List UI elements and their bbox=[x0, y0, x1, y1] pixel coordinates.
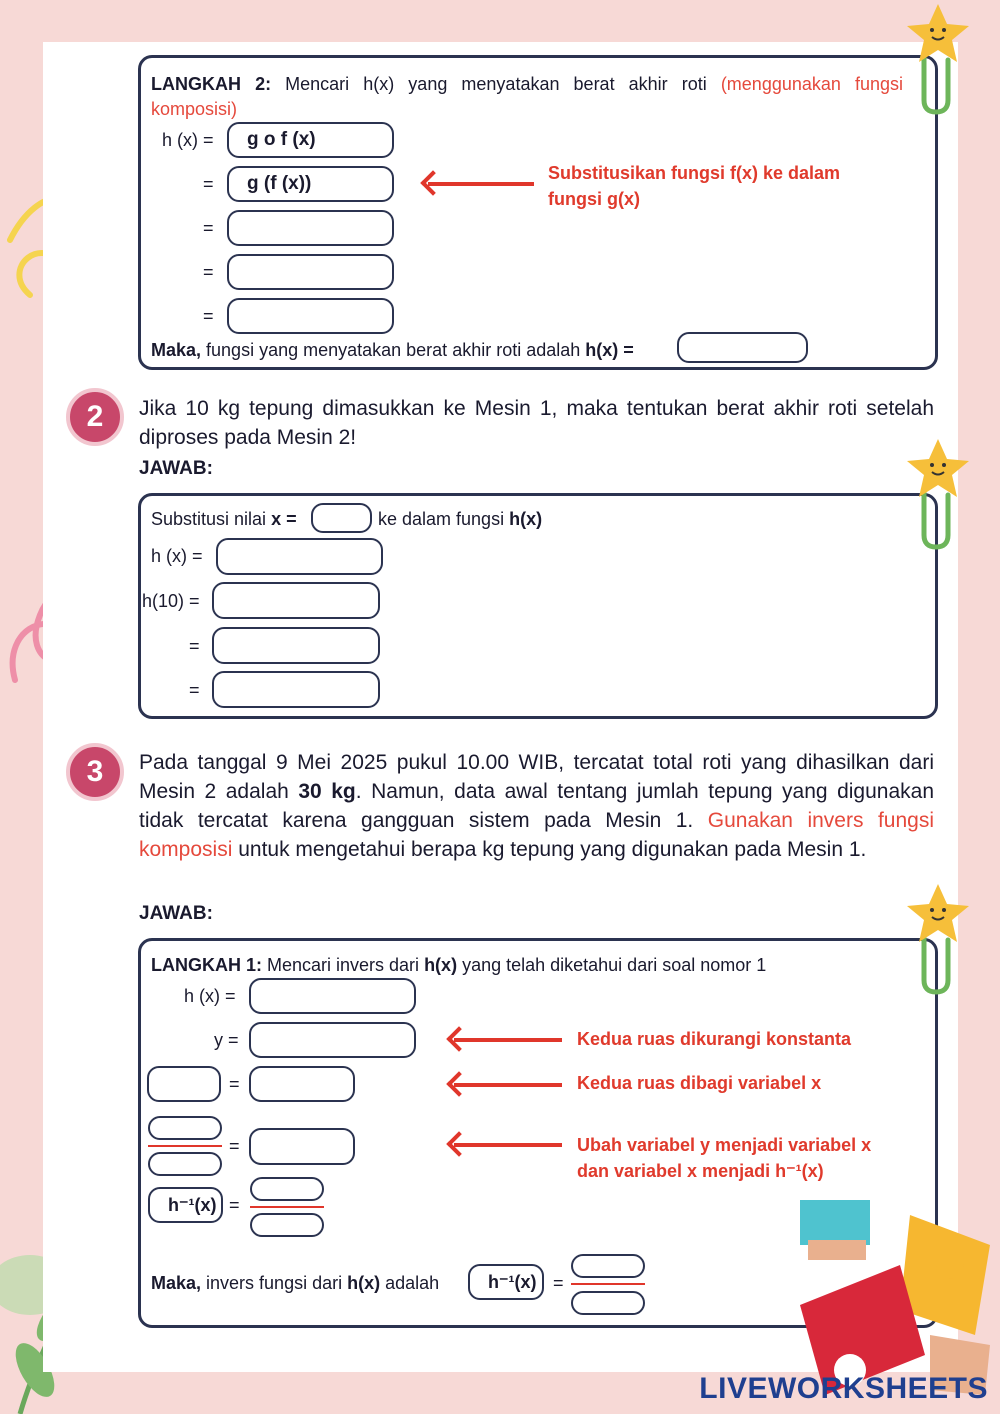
q2-eq-4: = bbox=[189, 680, 200, 700]
arrow-left-icon bbox=[454, 1038, 562, 1042]
question-2-text: Jika 10 kg tepung dimasukkan ke Mesin 1, maka tentukan berat akhir roti setelah diproses pada Mesin 2! bbox=[139, 397, 934, 449]
q2-h10-label: h(10) = bbox=[142, 591, 200, 611]
arrow-left-icon bbox=[454, 1083, 562, 1087]
liveworksheets-logo: LIVEWORKSHEETS bbox=[699, 1372, 988, 1405]
question-2-badge: 2 bbox=[66, 388, 124, 446]
step1-answer-num[interactable] bbox=[571, 1254, 645, 1278]
step1-input-2[interactable] bbox=[249, 1022, 416, 1058]
step1-input-1[interactable] bbox=[249, 978, 416, 1014]
step1-hint-2: Kedua ruas dibagi variabel x bbox=[577, 1073, 822, 1093]
step2-eq-4: = bbox=[203, 262, 214, 282]
step1-input-3b[interactable] bbox=[249, 1066, 355, 1102]
step1-conclusion-after: adalah bbox=[380, 1273, 440, 1293]
question-3-badge: 3 bbox=[66, 743, 124, 801]
step1-eq-4: = bbox=[229, 1136, 240, 1156]
step1-conclusion-eq: = bbox=[553, 1273, 564, 1293]
step1-title-hx: h(x) bbox=[424, 955, 458, 975]
step1-fraction-line-2 bbox=[250, 1206, 324, 1208]
step2-conclusion-bold: Maka, bbox=[151, 340, 202, 360]
q2-subst-text: Substitusi nilai bbox=[151, 509, 272, 529]
arrow-left-icon bbox=[454, 1143, 562, 1147]
q2-input-3[interactable] bbox=[212, 627, 380, 664]
step1-conclusion-bold: Maka, bbox=[151, 1273, 202, 1293]
step2-input-5[interactable] bbox=[227, 298, 394, 334]
step1-title-bold: LANGKAH 1: bbox=[151, 955, 262, 975]
step2-title-red: (menggunakan fungsi komposisi) bbox=[151, 74, 904, 119]
q2-hx-label: h (x) = bbox=[151, 546, 203, 566]
q2-subst-after-line bbox=[378, 509, 542, 530]
step1-title-text: Mencari invers dari bbox=[262, 955, 425, 975]
step2-title-bold: LANGKAH 2: bbox=[151, 74, 272, 94]
q2-x-input[interactable] bbox=[311, 503, 372, 533]
step1-input-3a[interactable] bbox=[147, 1066, 221, 1102]
step1-conclusion bbox=[151, 1273, 439, 1294]
step2-conclusion-text: fungsi yang menyatakan berat akhir roti adalah bbox=[201, 340, 586, 360]
step1-conclusion-hinv-box: h⁻¹(x) bbox=[468, 1264, 544, 1300]
star-clip-decoration bbox=[898, 880, 978, 1000]
step1-conclusion-hx: h(x) bbox=[347, 1273, 381, 1293]
q3-text-part3: untuk mengetahui berapa kg tepung yang digunakan pada Mesin 1. bbox=[232, 838, 867, 861]
star-clip-decoration bbox=[898, 435, 978, 555]
q2-input-1[interactable] bbox=[216, 538, 383, 575]
step1-fraction-line bbox=[148, 1145, 222, 1147]
step2-eq-3: = bbox=[203, 218, 214, 238]
step2-box-2: g (f (x)) bbox=[227, 166, 394, 202]
step2-input-3[interactable] bbox=[227, 210, 394, 246]
step1-hint-3: Ubah variabel y menjadi variabel x dan variabel x menjadi h⁻¹(x) bbox=[577, 1135, 872, 1181]
q3-text-part2: . Namun, data awal tentang jumlah tepung yang digunakan tidak tercatat karena gangguan sistem pada Mesin 1. bbox=[139, 780, 935, 832]
step1-title-after: yang telah diketahui dari soal nomor 1 bbox=[457, 955, 767, 975]
step1-y-label: y = bbox=[214, 1030, 239, 1050]
step1-hx-label: h (x) = bbox=[184, 986, 236, 1006]
step1-eq-3: = bbox=[229, 1074, 240, 1094]
step2-answer-input[interactable] bbox=[677, 332, 808, 363]
step2-eq-5: = bbox=[203, 306, 214, 326]
q2-subst-line bbox=[151, 509, 297, 530]
q3-text-part1: Pada tanggal 9 Mei 2025 pukul 10.00 WIB, tercatat total roti yang dihasilkan dari Mesin 2 adalah bbox=[139, 751, 934, 803]
step2-hx-label: h (x) = bbox=[162, 130, 214, 150]
step1-hint-1: Kedua ruas dikurangi konstanta bbox=[577, 1029, 852, 1049]
step1-eq-5: = bbox=[229, 1195, 240, 1215]
star-clip-decoration bbox=[898, 0, 978, 120]
q3-text-red: Gunakan invers fungsi komposisi bbox=[139, 809, 934, 861]
step1-conclusion-text: invers fungsi dari bbox=[201, 1273, 348, 1293]
q2-subst-hx: h(x) bbox=[509, 509, 543, 529]
step1-frac2-num[interactable] bbox=[250, 1177, 324, 1201]
step2-title-text: Mencari h(x) yang menyatakan berat akhir roti bbox=[271, 74, 721, 94]
q2-input-2[interactable] bbox=[212, 582, 380, 619]
step1-frac-num[interactable] bbox=[148, 1116, 222, 1140]
step2-input-4[interactable] bbox=[227, 254, 394, 290]
step1-answer-den[interactable] bbox=[571, 1291, 645, 1315]
question-2-jawab: JAWAB: bbox=[139, 458, 213, 479]
question-3-jawab: JAWAB: bbox=[139, 903, 213, 924]
step2-hint: Substitusikan fungsi f(x) ke dalam fungsi g(x) bbox=[548, 163, 841, 209]
question-3-text bbox=[139, 748, 934, 864]
step1-frac-den[interactable] bbox=[148, 1152, 222, 1176]
q2-eq-3: = bbox=[189, 636, 200, 656]
step2-title bbox=[151, 72, 903, 122]
step2-conclusion bbox=[151, 340, 634, 361]
q2-input-4[interactable] bbox=[212, 671, 380, 708]
q2-subst-after: ke dalam fungsi bbox=[378, 509, 510, 529]
step1-frac2-den[interactable] bbox=[250, 1213, 324, 1237]
step1-input-4[interactable] bbox=[249, 1128, 355, 1165]
step1-title bbox=[151, 955, 766, 976]
q2-subst-x: x = bbox=[271, 509, 297, 529]
step1-hinv-box: h⁻¹(x) bbox=[148, 1187, 223, 1223]
step2-box-1: g o f (x) bbox=[227, 122, 394, 158]
q3-text-bold: 30 kg bbox=[298, 780, 356, 803]
arrow-left-icon bbox=[428, 182, 534, 186]
step2-conclusion-hx: h(x) = bbox=[585, 340, 634, 360]
step1-answer-fraction-line bbox=[571, 1283, 645, 1285]
step2-eq-2: = bbox=[203, 174, 214, 194]
